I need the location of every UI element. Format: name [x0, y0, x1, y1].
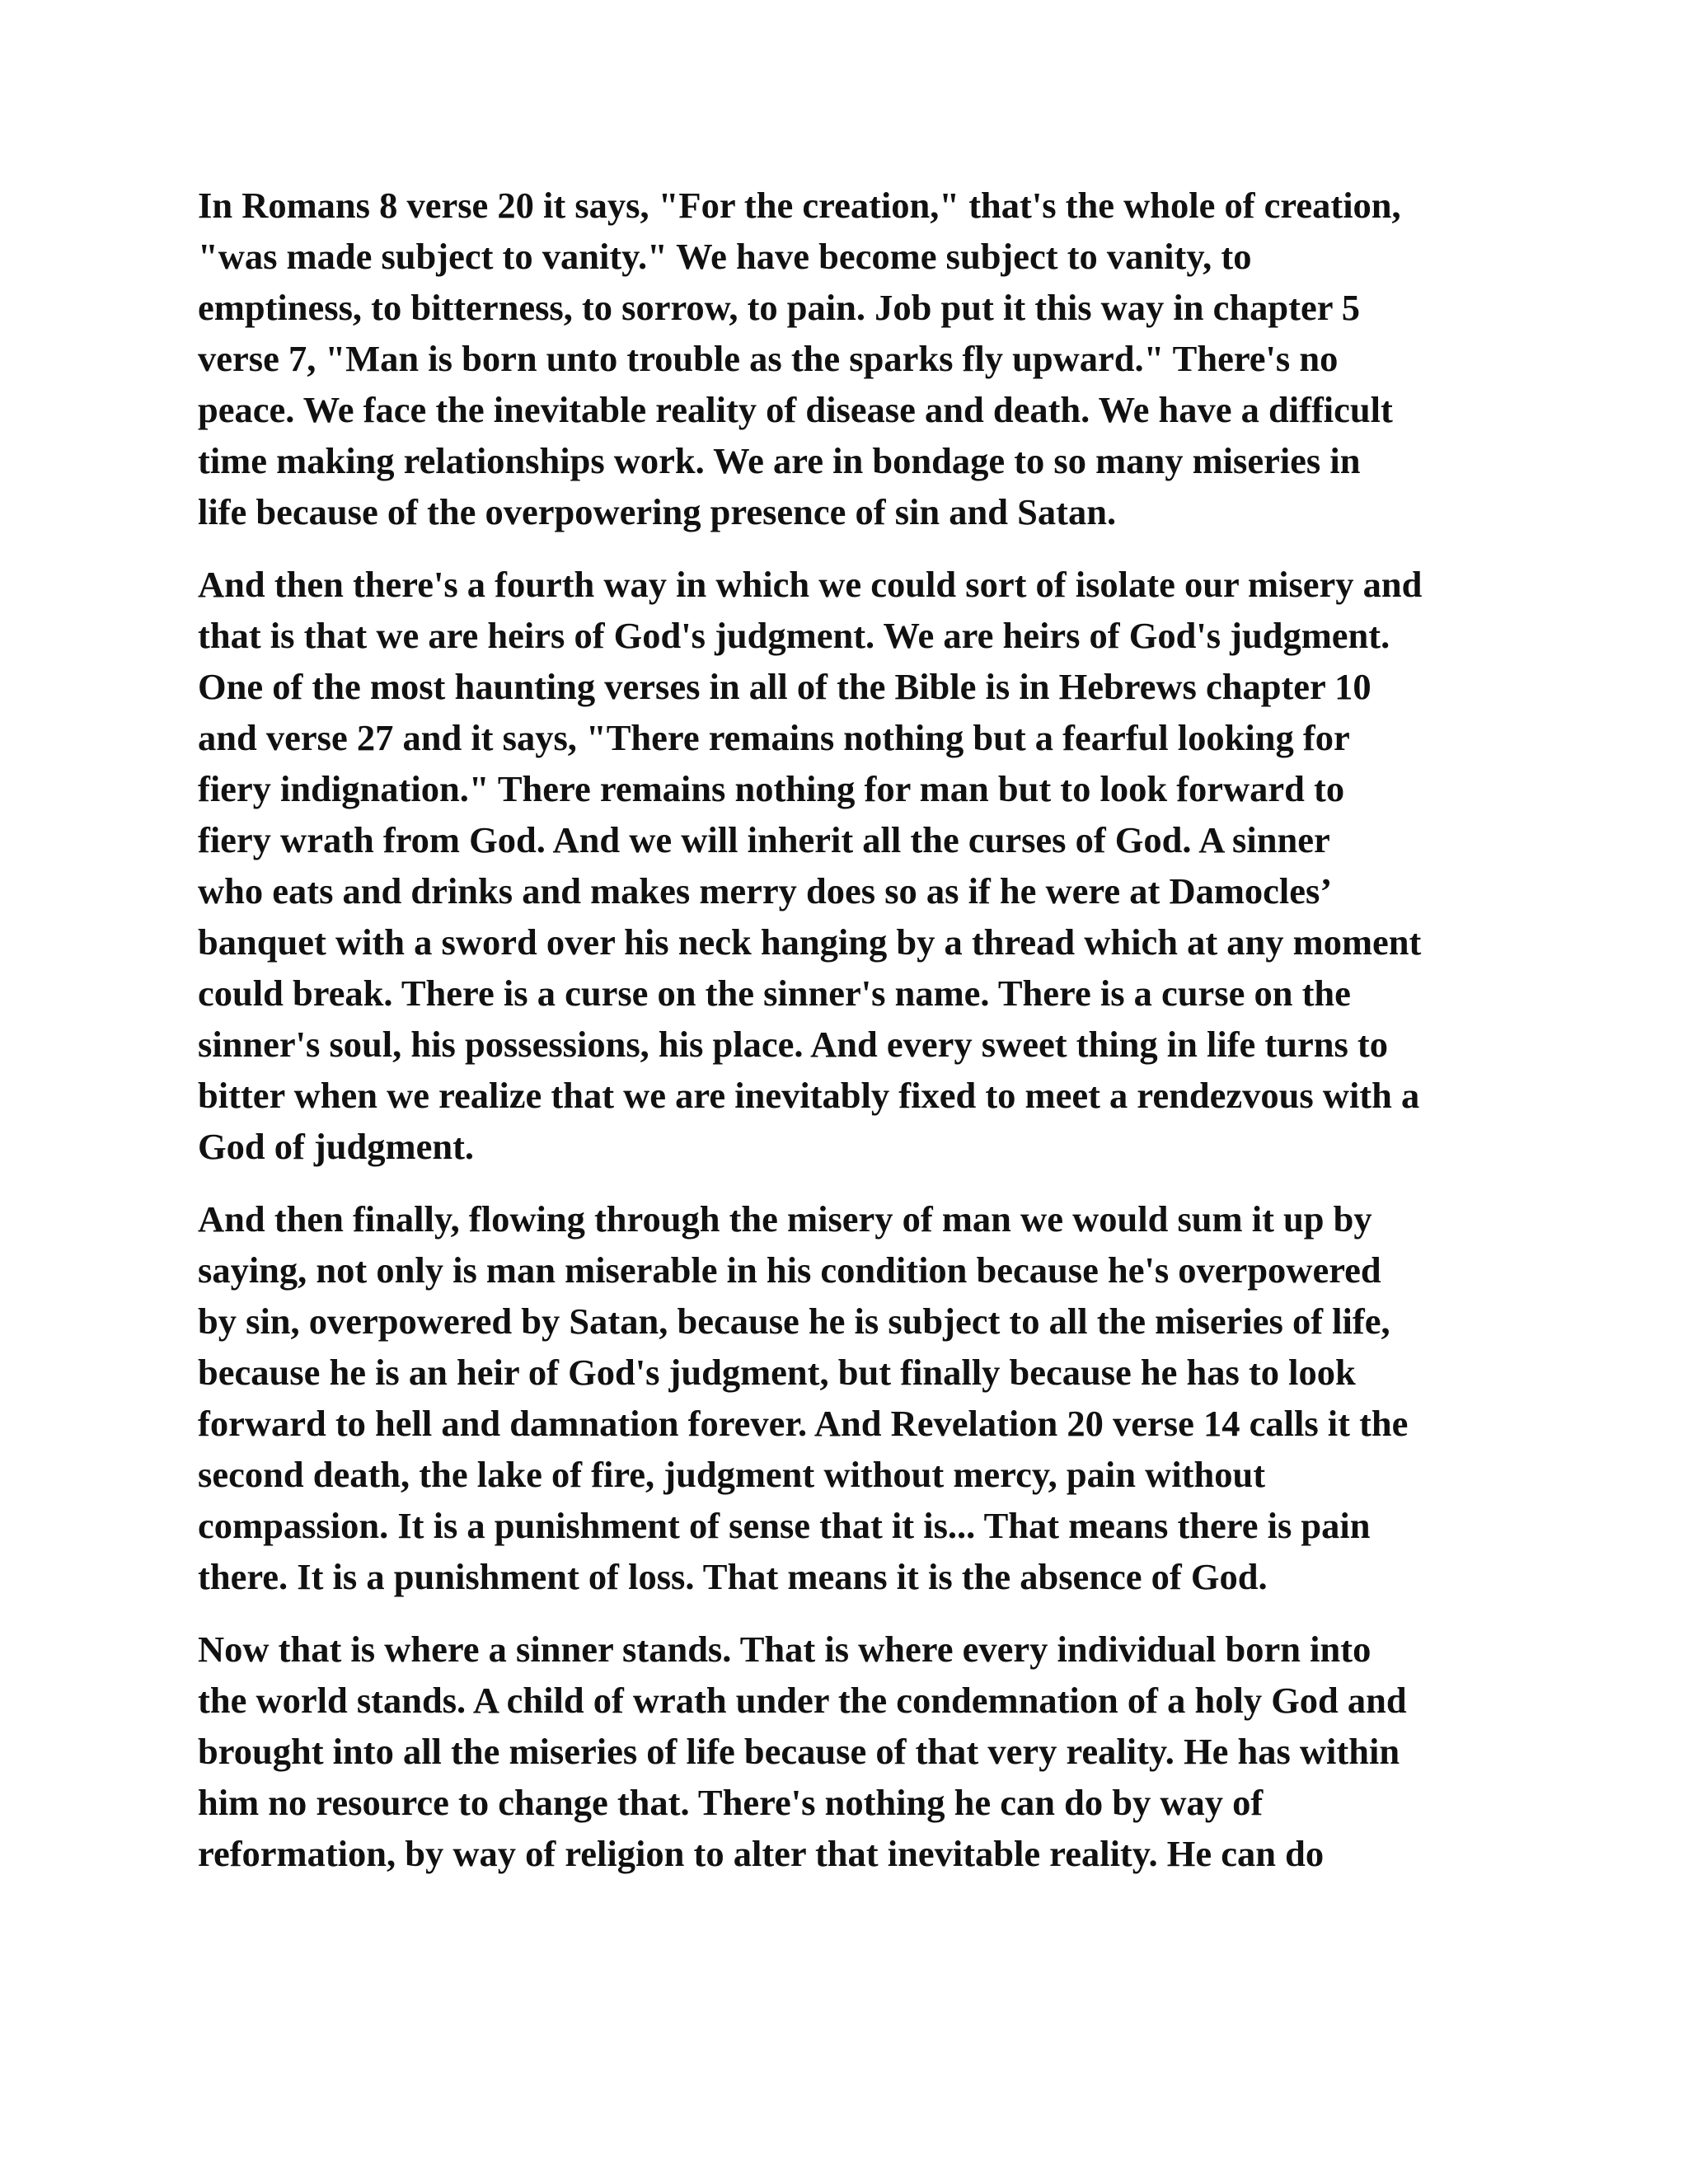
text-line: fiery wrath from God. And we will inherit all the curses of God. A sinner [198, 819, 1330, 860]
text-line: fiery indignation." There remains nothing for man but to look forward to [198, 768, 1345, 809]
text-line: the world stands. A child of wrath under the condemnation of a holy God and [198, 1680, 1407, 1721]
text-line: that is that we are heirs of God's judgment. We are heirs of God's judgment. [198, 615, 1390, 656]
text-line: bitter when we realize that we are inevitably fixed to meet a rendezvous with a [198, 1075, 1420, 1116]
text-line: verse 7, "Man is born unto trouble as the sparks fly upward." There's no [198, 338, 1339, 379]
text-line: sinner's soul, his possessions, his place. And every sweet thing in life turns to [198, 1024, 1388, 1065]
paragraph-3 [198, 1193, 1517, 1602]
text-line: God of judgment. [198, 1126, 475, 1167]
text-line: compassion. It is a punishment of sense that it is... That means there is pain [198, 1505, 1371, 1546]
text-line: him no resource to change that. There's nothing he can do by way of [198, 1782, 1264, 1823]
text-line: One of the most haunting verses in all of the Bible is in Hebrews chapter 10 [198, 666, 1372, 707]
text-line: by sin, overpowered by Satan, because he is subject to all the miseries of life, [198, 1301, 1390, 1342]
text-line: And then finally, flowing through the misery of man we would sum it up by [198, 1198, 1372, 1240]
text-line: emptiness, to bitterness, to sorrow, to pain. Job put it this way in chapter 5 [198, 287, 1361, 328]
paragraph-1 [198, 180, 1517, 537]
text-line: time making relationships work. We are in bondage to so many miseries in [198, 440, 1361, 481]
text-line: saying, not only is man miserable in his condition because he's overpowered [198, 1249, 1381, 1291]
paragraph-4 [198, 1624, 1517, 1879]
text-line: could break. There is a curse on the sinner's name. There is a curse on the [198, 972, 1351, 1014]
text-line: In Romans 8 verse 20 it says, "For the creation," that's the whole of creation, [198, 185, 1401, 226]
text-line: "was made subject to vanity." We have become subject to vanity, to [198, 236, 1252, 277]
text-line: peace. We face the inevitable reality of disease and death. We have a difficult [198, 389, 1393, 430]
text-line: And then there's a fourth way in which we could sort of isolate our misery and [198, 564, 1423, 605]
text-line: second death, the lake of fire, judgment without mercy, pain without [198, 1454, 1266, 1495]
text-line: because he is an heir of God's judgment, but finally because he has to look [198, 1352, 1356, 1393]
paragraph-2 [198, 559, 1517, 1172]
text-line: reformation, by way of religion to alter that inevitable reality. He can do [198, 1833, 1325, 1874]
body-text [198, 180, 1517, 1900]
text-line: brought into all the miseries of life because of that very reality. He has within [198, 1731, 1400, 1772]
text-line: there. It is a punishment of loss. That means it is the absence of God. [198, 1556, 1268, 1597]
text-line: who eats and drinks and makes merry does so as if he were at Damocles’ [198, 870, 1333, 912]
text-line: life because of the overpowering presence of sin and Satan. [198, 491, 1117, 532]
text-line: banquet with a sword over his neck hanging by a thread which at any moment [198, 921, 1422, 963]
text-line: and verse 27 and it says, "There remains nothing but a fearful looking for [198, 717, 1350, 758]
text-line: Now that is where a sinner stands. That is where every individual born into [198, 1629, 1372, 1670]
text-line: forward to hell and damnation forever. And Revelation 20 verse 14 calls it the [198, 1403, 1409, 1444]
